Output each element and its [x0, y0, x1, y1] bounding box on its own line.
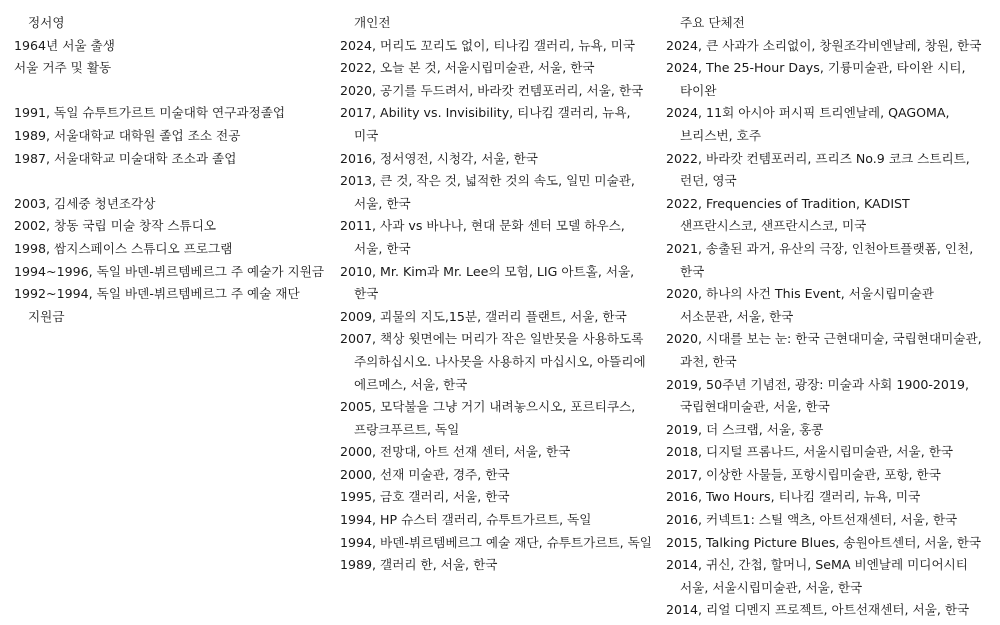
- solo-exhibition-item: 2010, Mr. Kim과 Mr. Lee의 모험, LIG 아트홀, 서울, 한국: [340, 263, 635, 302]
- award-item: 2002, 창동 국립 미술 창작 스튜디오: [14, 218, 217, 234]
- group-exhibition-item: 2014, 귀신, 간첩, 할머니, SeMA 비엔날레 미디어시티 서울, 서울시립미술관, 서울, 한국: [666, 557, 968, 595]
- bio-column: [14, 12, 334, 328]
- solo-exhibition-item: 1995, 금호 갤러리, 서울, 한국: [340, 489, 510, 505]
- group-exhibition-item: 2020, 시대를 보는 눈: 한국 근현대미술, 국립현대미술관, 과천, 한국: [666, 331, 982, 369]
- solo-exhibition-item: 2022, 오늘 본 것, 서울시립미술관, 서울, 한국: [340, 60, 595, 76]
- solo-exhibition-item: 2007, 책상 윗면에는 머리가 작은 일반못을 사용하도록 주의하십시오. 나사못을 사용하지 마십시오, 아뜰리에 에르메스, 서울, 한국: [340, 331, 646, 392]
- solo-exhibitions-list: [340, 35, 656, 577]
- group-exhibition-item: 2024, The 25-Hour Days, 기륭미술관, 타이완 시티, 타이완: [666, 60, 966, 98]
- solo-exhibition-item: 2024, 머리도 꼬리도 없이, 티나킴 갤러리, 뉴욕, 미국: [340, 37, 636, 53]
- artist-name: 정서영: [28, 15, 65, 30]
- education-item: 1989, 서울대학교 대학원 졸업 조소 전공: [14, 127, 241, 143]
- solo-exhibition-item: 2000, 선재 미술관, 경주, 한국: [340, 466, 510, 482]
- award-item: 1998, 쌈지스페이스 스튜디오 프로그램: [14, 240, 233, 256]
- group-exhibitions-list: [666, 35, 988, 622]
- award-item: 1994~1996, 독일 바덴-뷔르템베르그 주 예술가 지원금: [14, 263, 325, 279]
- section-spacer: [14, 170, 334, 193]
- group-exhibition-item: 2021, 송출된 과거, 유산의 극장, 인천아트플랫폼, 인천, 한국: [666, 240, 974, 279]
- group-exhibition-item: 2019, 더 스크랩, 서울, 홍콩: [666, 421, 824, 437]
- group-exhibition-item: 2017, 이상한 사물들, 포항시립미술관, 포항, 한국: [666, 466, 941, 482]
- solo-exhibition-item: 2011, 사과 vs 바나나, 현대 문화 센터 모델 하우스, 서울, 한국: [340, 218, 625, 256]
- group-exhibition-item: 2024, 큰 사과가 소리없이, 창원조각비엔날레, 창원, 한국: [666, 37, 982, 53]
- group-exhibition-item: 2015, Talking Picture Blues, 송원아트센터, 서울, 한국: [666, 534, 982, 550]
- bio-basics-list: [14, 35, 334, 80]
- bio-basics-item: 1964년 서울 출생: [14, 37, 115, 53]
- awards-list: [14, 193, 334, 329]
- solo-exhibition-item: 1989, 갤러리 한, 서울, 한국: [340, 557, 498, 573]
- section-spacer: [14, 80, 334, 103]
- award-item: 2003, 김세중 청년조각상: [14, 195, 156, 211]
- solo-exhibitions-column: [340, 12, 656, 577]
- group-exhibition-item: 2018, 디지털 프롬나드, 서울시립미술관, 서울, 한국: [666, 444, 954, 460]
- group-exhibition-item: 2022, Frequencies of Tradition, KADIST 샌프란시스코, 샌프란시스코, 미국: [666, 195, 910, 234]
- solo-exhibition-item: 1994, 바덴-뷔르템베르그 예술 재단, 슈투트가르트, 독일: [340, 534, 652, 550]
- group-exhibition-item: 2024, 11회 아시아 퍼시픽 트리엔날레, QAGOMA, 브리스번, 호주: [666, 105, 950, 143]
- solo-exhibition-item: 2017, Ability vs. Invisibility, 티나킴 갤러리, 뉴욕, 미국: [340, 105, 631, 143]
- solo-exhibition-item: 2000, 전망대, 아트 선재 센터, 서울, 한국: [340, 444, 571, 460]
- solo-exhibition-item: 2016, 정서영전, 시청각, 서울, 한국: [340, 150, 538, 166]
- education-item: 1991, 독일 슈투트가르트 미술대학 연구과정졸업: [14, 105, 286, 121]
- group-exhibition-item: 2020, 하나의 사건 This Event, 서울시립미술관 서소문관, 서울, 한국: [666, 286, 934, 324]
- solo-exhibition-item: 2013, 큰 것, 작은 것, 넓적한 것의 속도, 일민 미술관, 서울, 한국: [340, 173, 635, 211]
- education-list: [14, 102, 334, 170]
- solo-exhibition-item: 2009, 괴물의 지도,15분, 갤러리 플랜트, 서울, 한국: [340, 308, 627, 324]
- solo-exhibition-item: 1994, HP 슈스터 갤러리, 슈투트가르트, 독일: [340, 512, 592, 528]
- education-item: 1987, 서울대학교 미술대학 조소과 졸업: [14, 150, 237, 166]
- group-exhibition-item: 2016, Two Hours, 티나킴 갤러리, 뉴욕, 미국: [666, 489, 921, 505]
- group-exhibition-item: 2016, 커넥트1: 스틸 액츠, 아트선재센터, 서울, 한국: [666, 512, 958, 528]
- group-exhibitions-heading: 주요 단체전: [680, 15, 745, 30]
- group-exhibition-item: 2014, 리얼 디멘지 프로젝트, 아트선재센터, 서울, 한국: [666, 602, 970, 618]
- group-exhibition-item: 2022, 바라캇 컨템포러리, 프리즈 No.9 코크 스트리트, 런던, 영국: [666, 150, 970, 189]
- award-item: 1992~1994, 독일 바덴-뷔르템베르그 주 예술 재단 지원금: [14, 286, 300, 324]
- bio-basics-item: 서울 거주 및 활동: [14, 60, 112, 76]
- solo-exhibitions-heading: 개인전: [354, 15, 391, 30]
- group-exhibitions-column: [666, 12, 988, 622]
- group-exhibition-item: 2019, 50주년 기념전, 광장: 미술과 사회 1900-2019, 국립현대미술관, 서울, 한국: [666, 376, 969, 415]
- solo-exhibition-item: 2020, 공기를 두드려서, 바라캇 컨템포러리, 서울, 한국: [340, 82, 644, 98]
- solo-exhibition-item: 2005, 모닥불을 그냥 거기 내려놓으시오, 포르티쿠스, 프랑크푸르트, 독일: [340, 399, 636, 437]
